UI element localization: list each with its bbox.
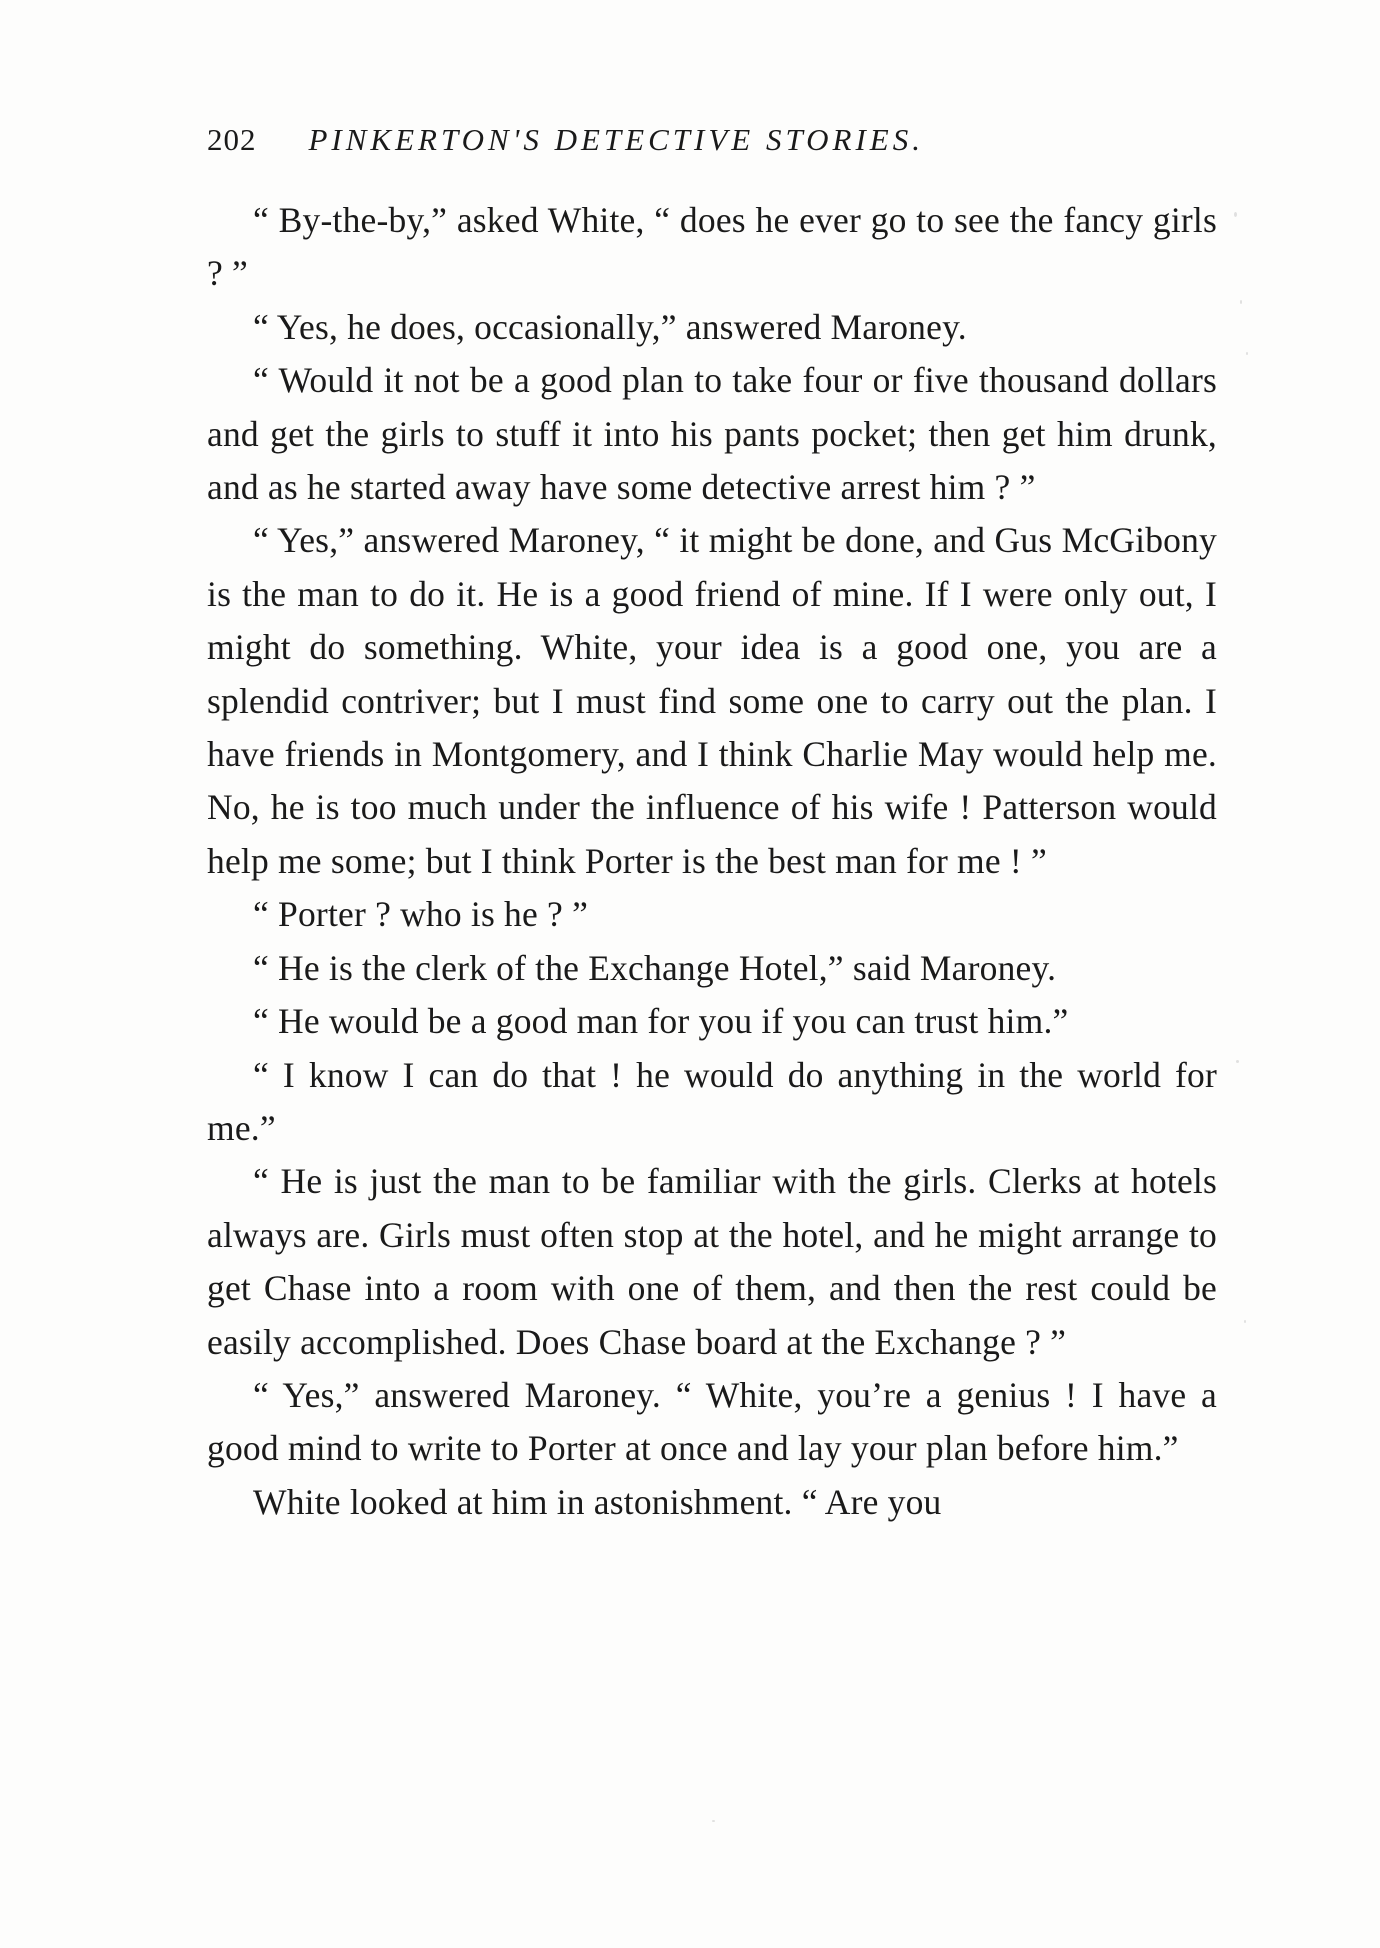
paragraph: “ He is just the man to be familiar with the girls. Clerks at hotels always are. Girls must often stop at the hotel, and he might arrange to get Chase into a room with one of them, and then the rest could be easily accomplished. Does Chase board at the Exchange ? ” (207, 1161, 1217, 1362)
paragraph: “ Yes,” answered Maroney. “ White, you’re a genius ! I have a good mind to write to Porter at once and lay your plan before him.” (207, 1374, 1217, 1469)
paper-speck (1234, 212, 1237, 217)
paper-speck (1244, 1320, 1246, 1323)
paper-speck (1236, 1060, 1239, 1063)
paragraph: “ I know I can do that ! he would do anything in the world for me.” (207, 1054, 1217, 1148)
paper-speck (1240, 300, 1242, 304)
paragraph: “ Porter ? who is he ? ” (253, 894, 589, 935)
page-number: 202 (207, 122, 257, 157)
paper-speck (1246, 352, 1248, 355)
paragraph: “ Yes, he does, occasionally,” answered Maroney. (253, 306, 967, 347)
paragraph: “ Yes,” answered Maroney, “ it might be done, and Gus McGibony is the man to do it. He is a good friend of mine. If I were only out, I might do something. White, your idea is a good one, you are a splendid contriver; but I must find some one to carry out the plan. I have friends in Montgomery, and I think Charlie May would help me. No, he is too much under the influence of his wife ! Patterson would help me some; but I think Porter is the best man for me ! ” (207, 520, 1217, 881)
paragraph: “ He would be a good man for you if you can trust him.” (253, 1001, 1069, 1042)
running-title: PINKERTON'S DETECTIVE STORIES. (308, 122, 924, 157)
paragraph: White looked at him in astonishment. “ Are you (253, 1481, 942, 1522)
running-head (207, 118, 1217, 162)
paragraph: “ By-the-by,” asked White, “ does he ever go to see the fancy girls ? ” (207, 200, 1217, 294)
paragraph: “ Would it not be a good plan to take four or five thousand dollars and get the girls to stuff it into his pants pocket; then get him drunk, and as he started away have some detective arrest him ? ” (207, 360, 1217, 508)
paragraph: “ He is the clerk of the Exchange Hotel,” said Maroney. (253, 947, 1057, 988)
body-text (207, 194, 1217, 1529)
paper-speck (712, 1820, 715, 1822)
